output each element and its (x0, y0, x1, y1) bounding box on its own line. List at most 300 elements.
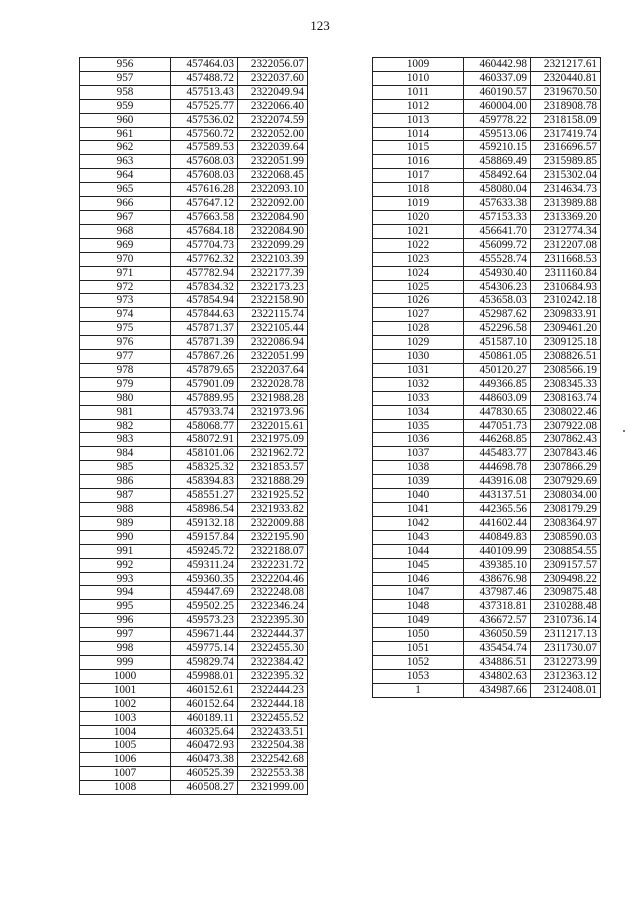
x-coordinate-cell: 459360.35 (171, 572, 238, 586)
point-number-cell: 1018 (373, 183, 464, 197)
y-coordinate-cell: 2322084.90 (238, 210, 308, 224)
x-coordinate-cell: 459988.01 (171, 669, 238, 683)
x-coordinate-cell: 457854.94 (171, 294, 238, 308)
x-coordinate-cell: 437987.46 (464, 586, 531, 600)
point-number-cell: 1040 (373, 489, 464, 503)
y-coordinate-cell: 2307866.29 (531, 461, 601, 475)
x-coordinate-cell: 452987.62 (464, 308, 531, 322)
y-coordinate-cell: 2311668.53 (531, 252, 601, 266)
table-row (80, 322, 308, 336)
point-number-cell: 1030 (373, 350, 464, 364)
x-coordinate-cell: 457867.26 (171, 350, 238, 364)
y-coordinate-cell: 2322105.44 (238, 322, 308, 336)
y-coordinate-cell: 2322455.30 (238, 642, 308, 656)
y-coordinate-cell: 2321888.29 (238, 475, 308, 489)
y-coordinate-cell: 2322231.72 (238, 558, 308, 572)
point-number-cell: 1038 (373, 461, 464, 475)
y-coordinate-cell: 2322346.24 (238, 600, 308, 614)
table-row (373, 642, 601, 656)
table-row (373, 405, 601, 419)
point-number-cell: 1020 (373, 210, 464, 224)
table-row (80, 308, 308, 322)
point-number-cell: 1036 (373, 433, 464, 447)
y-coordinate-cell: 2322052.00 (238, 127, 308, 141)
y-coordinate-cell: 2322553.38 (238, 767, 308, 781)
y-coordinate-cell: 2322384.42 (238, 655, 308, 669)
point-number-cell: 1034 (373, 405, 464, 419)
point-number-cell: 1019 (373, 197, 464, 211)
x-coordinate-cell: 458068.77 (171, 419, 238, 433)
x-coordinate-cell: 445483.77 (464, 447, 531, 461)
x-coordinate-cell: 440849.83 (464, 530, 531, 544)
table-row (80, 572, 308, 586)
table-row (80, 711, 308, 725)
page-number: 123 (310, 18, 330, 33)
point-number-cell: 987 (80, 489, 171, 503)
y-coordinate-cell: 2308179.29 (531, 503, 601, 517)
table-row (80, 753, 308, 767)
point-number-cell: 967 (80, 210, 171, 224)
table-row (80, 183, 308, 197)
point-number-cell: 996 (80, 614, 171, 628)
y-coordinate-cell: 2313369.20 (531, 210, 601, 224)
y-coordinate-cell: 2322158.90 (238, 294, 308, 308)
y-coordinate-cell: 2321973.96 (238, 405, 308, 419)
point-number-cell: 1004 (80, 725, 171, 739)
point-number-cell: 1029 (373, 336, 464, 350)
point-number-cell: 1048 (373, 600, 464, 614)
table-row (373, 197, 601, 211)
x-coordinate-cell: 457844.63 (171, 308, 238, 322)
y-coordinate-cell: 2317419.74 (531, 127, 601, 141)
x-coordinate-cell: 460473.38 (171, 753, 238, 767)
point-number-cell: 985 (80, 461, 171, 475)
y-coordinate-cell: 2322103.39 (238, 252, 308, 266)
x-coordinate-cell: 458551.27 (171, 489, 238, 503)
scan-speck (623, 430, 625, 432)
point-number-cell: 995 (80, 600, 171, 614)
table-row (80, 391, 308, 405)
point-number-cell: 976 (80, 336, 171, 350)
table-row (80, 586, 308, 600)
point-number-cell: 1047 (373, 586, 464, 600)
x-coordinate-cell: 435454.74 (464, 642, 531, 656)
x-coordinate-cell: 460189.11 (171, 711, 238, 725)
point-number-cell: 965 (80, 183, 171, 197)
point-number-cell: 959 (80, 99, 171, 113)
table-row (373, 210, 601, 224)
table-row (80, 683, 308, 697)
x-coordinate-cell: 444698.78 (464, 461, 531, 475)
table-row (80, 377, 308, 391)
point-number-cell: 1017 (373, 169, 464, 183)
point-number-cell: 1037 (373, 447, 464, 461)
table-row (373, 238, 601, 252)
y-coordinate-cell: 2322084.90 (238, 224, 308, 238)
y-coordinate-cell: 2308566.19 (531, 363, 601, 377)
x-coordinate-cell: 449366.85 (464, 377, 531, 391)
table-row (373, 530, 601, 544)
y-coordinate-cell: 2310242.18 (531, 294, 601, 308)
y-coordinate-cell: 2322188.07 (238, 544, 308, 558)
table-row (373, 503, 601, 517)
x-coordinate-cell: 457834.32 (171, 280, 238, 294)
table-row (80, 725, 308, 739)
y-coordinate-cell: 2308345.33 (531, 377, 601, 391)
table-row (80, 127, 308, 141)
table-row (373, 58, 601, 72)
y-coordinate-cell: 2307862.43 (531, 433, 601, 447)
point-number-cell: 1022 (373, 238, 464, 252)
x-coordinate-cell: 457782.94 (171, 266, 238, 280)
x-coordinate-cell: 450120.27 (464, 363, 531, 377)
table-row (80, 238, 308, 252)
table-row (373, 99, 601, 113)
table-row (80, 224, 308, 238)
table-row (373, 586, 601, 600)
table-row (80, 655, 308, 669)
point-number-cell: 1052 (373, 655, 464, 669)
x-coordinate-cell: 456641.70 (464, 224, 531, 238)
x-coordinate-cell: 457901.09 (171, 377, 238, 391)
point-number-cell: 998 (80, 642, 171, 656)
y-coordinate-cell: 2314634.73 (531, 183, 601, 197)
table-row (80, 697, 308, 711)
coordinates-table-right-body (373, 58, 601, 698)
y-coordinate-cell: 2316696.57 (531, 141, 601, 155)
x-coordinate-cell: 455528.74 (464, 252, 531, 266)
x-coordinate-cell: 458986.54 (171, 503, 238, 517)
point-number-cell: 1035 (373, 419, 464, 433)
x-coordinate-cell: 459778.22 (464, 113, 531, 127)
x-coordinate-cell: 460442.98 (464, 58, 531, 72)
table-row (80, 489, 308, 503)
y-coordinate-cell: 2310288.48 (531, 600, 601, 614)
y-coordinate-cell: 2311160.84 (531, 266, 601, 280)
table-row (80, 141, 308, 155)
y-coordinate-cell: 2322092.00 (238, 197, 308, 211)
x-coordinate-cell: 448603.09 (464, 391, 531, 405)
table-row (80, 614, 308, 628)
y-coordinate-cell: 2322049.94 (238, 85, 308, 99)
table-row (80, 85, 308, 99)
point-number-cell: 1 (373, 683, 464, 697)
x-coordinate-cell: 443137.51 (464, 489, 531, 503)
x-coordinate-cell: 451587.10 (464, 336, 531, 350)
x-coordinate-cell: 459502.25 (171, 600, 238, 614)
y-coordinate-cell: 2322542.68 (238, 753, 308, 767)
y-coordinate-cell: 2322051.99 (238, 350, 308, 364)
y-coordinate-cell: 2322028.78 (238, 377, 308, 391)
table-row (373, 336, 601, 350)
y-coordinate-cell: 2321925.52 (238, 489, 308, 503)
x-coordinate-cell: 446268.85 (464, 433, 531, 447)
x-coordinate-cell: 442365.56 (464, 503, 531, 517)
y-coordinate-cell: 2318158.09 (531, 113, 601, 127)
y-coordinate-cell: 2322433.51 (238, 725, 308, 739)
point-number-cell: 1049 (373, 614, 464, 628)
table-row (80, 544, 308, 558)
y-coordinate-cell: 2312273.99 (531, 655, 601, 669)
y-coordinate-cell: 2312408.01 (531, 683, 601, 697)
point-number-cell: 977 (80, 350, 171, 364)
x-coordinate-cell: 459671.44 (171, 628, 238, 642)
y-coordinate-cell: 2307843.46 (531, 447, 601, 461)
table-row (80, 363, 308, 377)
table-row (80, 99, 308, 113)
y-coordinate-cell: 2309125.18 (531, 336, 601, 350)
x-coordinate-cell: 459132.18 (171, 516, 238, 530)
point-number-cell: 1013 (373, 113, 464, 127)
table-row (80, 781, 308, 795)
x-coordinate-cell: 459829.74 (171, 655, 238, 669)
y-coordinate-cell: 2322204.46 (238, 572, 308, 586)
x-coordinate-cell: 459513.06 (464, 127, 531, 141)
table-row (373, 308, 601, 322)
point-number-cell: 958 (80, 85, 171, 99)
table-row (80, 336, 308, 350)
table-row (373, 572, 601, 586)
point-number-cell: 982 (80, 419, 171, 433)
y-coordinate-cell: 2321999.00 (238, 781, 308, 795)
x-coordinate-cell: 456099.72 (464, 238, 531, 252)
x-coordinate-cell: 434987.66 (464, 683, 531, 697)
y-coordinate-cell: 2322248.08 (238, 586, 308, 600)
point-number-cell: 971 (80, 266, 171, 280)
table-row (80, 739, 308, 753)
x-coordinate-cell: 457933.74 (171, 405, 238, 419)
y-coordinate-cell: 2315989.85 (531, 155, 601, 169)
x-coordinate-cell: 460525.39 (171, 767, 238, 781)
point-number-cell: 1050 (373, 628, 464, 642)
table-row (80, 461, 308, 475)
x-coordinate-cell: 447051.73 (464, 419, 531, 433)
x-coordinate-cell: 450861.05 (464, 350, 531, 364)
y-coordinate-cell: 2322037.60 (238, 71, 308, 85)
table-row (373, 516, 601, 530)
x-coordinate-cell: 457871.39 (171, 336, 238, 350)
x-coordinate-cell: 457589.53 (171, 141, 238, 155)
y-coordinate-cell: 2322037.64 (238, 363, 308, 377)
table-row (373, 322, 601, 336)
point-number-cell: 1025 (373, 280, 464, 294)
point-number-cell: 1000 (80, 669, 171, 683)
point-number-cell: 981 (80, 405, 171, 419)
table-row (80, 516, 308, 530)
y-coordinate-cell: 2309157.57 (531, 558, 601, 572)
point-number-cell: 1046 (373, 572, 464, 586)
y-coordinate-cell: 2318908.78 (531, 99, 601, 113)
coordinates-table-left (79, 57, 308, 795)
y-coordinate-cell: 2311730.07 (531, 642, 601, 656)
point-number-cell: 974 (80, 308, 171, 322)
y-coordinate-cell: 2322173.23 (238, 280, 308, 294)
point-number-cell: 1007 (80, 767, 171, 781)
y-coordinate-cell: 2309833.91 (531, 308, 601, 322)
y-coordinate-cell: 2322444.37 (238, 628, 308, 642)
point-number-cell: 956 (80, 58, 171, 72)
x-coordinate-cell: 457560.72 (171, 127, 238, 141)
y-coordinate-cell: 2322115.74 (238, 308, 308, 322)
x-coordinate-cell: 447830.65 (464, 405, 531, 419)
y-coordinate-cell: 2312774.34 (531, 224, 601, 238)
point-number-cell: 992 (80, 558, 171, 572)
point-number-cell: 993 (80, 572, 171, 586)
table-row (373, 600, 601, 614)
point-number-cell: 984 (80, 447, 171, 461)
x-coordinate-cell: 458080.04 (464, 183, 531, 197)
x-coordinate-cell: 453658.03 (464, 294, 531, 308)
point-number-cell: 979 (80, 377, 171, 391)
point-number-cell: 970 (80, 252, 171, 266)
point-number-cell: 1041 (373, 503, 464, 517)
table-row (80, 530, 308, 544)
y-coordinate-cell: 2309498.22 (531, 572, 601, 586)
point-number-cell: 957 (80, 71, 171, 85)
table-row (80, 558, 308, 572)
x-coordinate-cell: 436050.59 (464, 628, 531, 642)
x-coordinate-cell: 459573.23 (171, 614, 238, 628)
table-row (80, 419, 308, 433)
x-coordinate-cell: 460325.64 (171, 725, 238, 739)
point-number-cell: 1002 (80, 697, 171, 711)
table-row (80, 669, 308, 683)
table-row (373, 489, 601, 503)
point-number-cell: 969 (80, 238, 171, 252)
point-number-cell: 1009 (373, 58, 464, 72)
x-coordinate-cell: 457608.03 (171, 155, 238, 169)
y-coordinate-cell: 2307929.69 (531, 475, 601, 489)
point-number-cell: 1032 (373, 377, 464, 391)
y-coordinate-cell: 2322086.94 (238, 336, 308, 350)
y-coordinate-cell: 2308364.97 (531, 516, 601, 530)
table-row (80, 113, 308, 127)
table-row (80, 350, 308, 364)
y-coordinate-cell: 2322444.18 (238, 697, 308, 711)
point-number-cell: 1043 (373, 530, 464, 544)
x-coordinate-cell: 438676.98 (464, 572, 531, 586)
y-coordinate-cell: 2322056.07 (238, 58, 308, 72)
x-coordinate-cell: 460152.61 (171, 683, 238, 697)
point-number-cell: 997 (80, 628, 171, 642)
y-coordinate-cell: 2322455.52 (238, 711, 308, 725)
point-number-cell: 1016 (373, 155, 464, 169)
point-number-cell: 1045 (373, 558, 464, 572)
x-coordinate-cell: 457608.03 (171, 169, 238, 183)
point-number-cell: 1015 (373, 141, 464, 155)
x-coordinate-cell: 457879.65 (171, 363, 238, 377)
point-number-cell: 1027 (373, 308, 464, 322)
point-number-cell: 1014 (373, 127, 464, 141)
x-coordinate-cell: 443916.08 (464, 475, 531, 489)
x-coordinate-cell: 458394.83 (171, 475, 238, 489)
x-coordinate-cell: 458869.49 (464, 155, 531, 169)
y-coordinate-cell: 2321962.72 (238, 447, 308, 461)
point-number-cell: 1021 (373, 224, 464, 238)
y-coordinate-cell: 2309461.20 (531, 322, 601, 336)
table-row (373, 155, 601, 169)
table-row (373, 669, 601, 683)
point-number-cell: 999 (80, 655, 171, 669)
point-number-cell: 968 (80, 224, 171, 238)
y-coordinate-cell: 2308022.46 (531, 405, 601, 419)
point-number-cell: 961 (80, 127, 171, 141)
table-row (80, 155, 308, 169)
x-coordinate-cell: 459775.14 (171, 642, 238, 656)
point-number-cell: 988 (80, 503, 171, 517)
point-number-cell: 1051 (373, 642, 464, 656)
point-number-cell: 983 (80, 433, 171, 447)
table-row (373, 628, 601, 642)
y-coordinate-cell: 2322051.99 (238, 155, 308, 169)
point-number-cell: 975 (80, 322, 171, 336)
y-coordinate-cell: 2321217.61 (531, 58, 601, 72)
x-coordinate-cell: 459311.24 (171, 558, 238, 572)
y-coordinate-cell: 2310736.14 (531, 614, 601, 628)
table-row (373, 655, 601, 669)
point-number-cell: 1024 (373, 266, 464, 280)
table-row (80, 475, 308, 489)
table-row (373, 363, 601, 377)
table-row (80, 252, 308, 266)
x-coordinate-cell: 457616.28 (171, 183, 238, 197)
point-number-cell: 1023 (373, 252, 464, 266)
x-coordinate-cell: 436672.57 (464, 614, 531, 628)
table-row (373, 224, 601, 238)
point-number-cell: 1005 (80, 739, 171, 753)
table-row (373, 113, 601, 127)
table-row (80, 294, 308, 308)
y-coordinate-cell: 2321933.82 (238, 503, 308, 517)
x-coordinate-cell: 434802.63 (464, 669, 531, 683)
x-coordinate-cell: 458492.64 (464, 169, 531, 183)
x-coordinate-cell: 460508.27 (171, 781, 238, 795)
point-number-cell: 1028 (373, 322, 464, 336)
table-row (80, 280, 308, 294)
table-row (373, 614, 601, 628)
x-coordinate-cell: 460004.00 (464, 99, 531, 113)
point-number-cell: 964 (80, 169, 171, 183)
y-coordinate-cell: 2322074.59 (238, 113, 308, 127)
table-row (373, 377, 601, 391)
point-number-cell: 1006 (80, 753, 171, 767)
y-coordinate-cell: 2322395.30 (238, 614, 308, 628)
table-row (373, 141, 601, 155)
x-coordinate-cell: 459245.72 (171, 544, 238, 558)
y-coordinate-cell: 2322177.39 (238, 266, 308, 280)
y-coordinate-cell: 2320440.81 (531, 71, 601, 85)
x-coordinate-cell: 457464.03 (171, 58, 238, 72)
point-number-cell: 972 (80, 280, 171, 294)
point-number-cell: 960 (80, 113, 171, 127)
point-number-cell: 962 (80, 141, 171, 155)
point-number-cell: 1026 (373, 294, 464, 308)
table-row (80, 71, 308, 85)
table-row (373, 127, 601, 141)
y-coordinate-cell: 2312207.08 (531, 238, 601, 252)
x-coordinate-cell: 452296.58 (464, 322, 531, 336)
table-row (373, 294, 601, 308)
x-coordinate-cell: 458325.32 (171, 461, 238, 475)
y-coordinate-cell: 2315302.04 (531, 169, 601, 183)
x-coordinate-cell: 459447.69 (171, 586, 238, 600)
y-coordinate-cell: 2321988.28 (238, 391, 308, 405)
y-coordinate-cell: 2308826.51 (531, 350, 601, 364)
table-row (373, 683, 601, 697)
x-coordinate-cell: 460152.64 (171, 697, 238, 711)
point-number-cell: 1044 (373, 544, 464, 558)
table-row (373, 447, 601, 461)
